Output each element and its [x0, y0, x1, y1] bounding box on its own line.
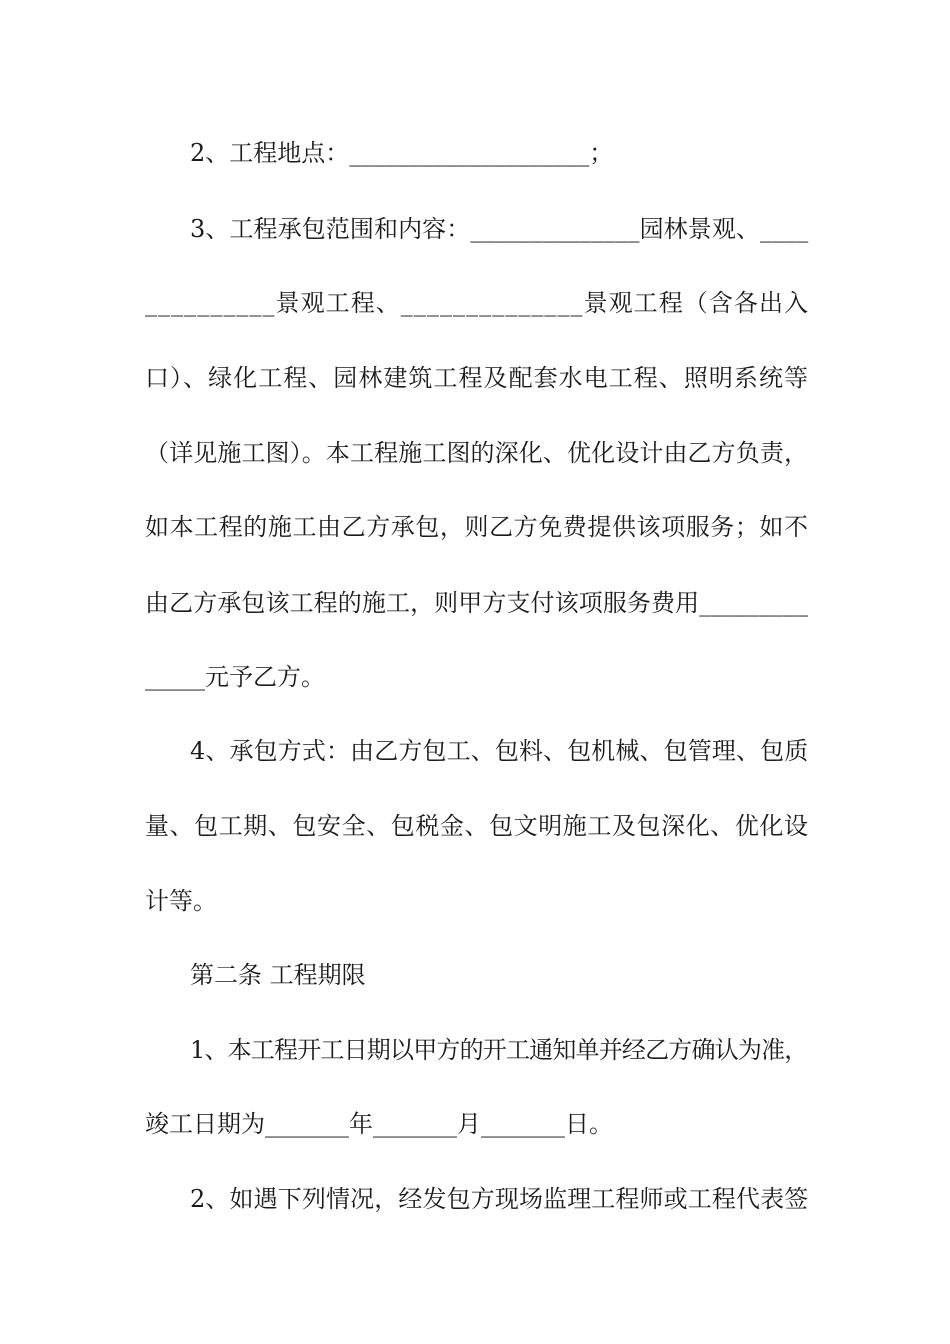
section-heading-project-period: 第二条 工程期限 [190, 961, 366, 989]
paragraph-start-date-line-2: 竣工日期为_______年_______月_______日。 [145, 1110, 613, 1138]
paragraph-scope-line-4: （详见施工图）。本工程施工图的深化、优化设计由乙方负责， [145, 439, 809, 467]
paragraph-scope-line-1: 3、工程承包范围和内容：______________园林景观、____ [190, 215, 809, 243]
paragraph-contract-method-line-2: 量、包工期、包安全、包税金、包文明施工及包深化、优化设 [145, 812, 809, 840]
paragraph-start-date-line-1: 1、本工程开工日期以甲方的开工通知单并经乙方确认为准， [190, 1036, 808, 1064]
paragraph-scope-line-2: __________景观工程、______________景观工程（含各出入 [145, 289, 810, 317]
paragraph-scope-line-3: 口）、绿化工程、园林建筑工程及配套水电工程、照明系统等 [145, 364, 810, 392]
paragraph-scope-line-5: 如本工程的施工由乙方承包，则乙方免费提供该项服务；如不 [145, 513, 809, 541]
paragraph-project-location: 2、工程地点：____________________； [190, 139, 614, 167]
paragraph-scope-line-6: 由乙方承包该工程的施工，则甲方支付该项服务费用_________ [145, 589, 809, 617]
paragraph-contract-method-line-1: 4、承包方式：由乙方包工、包料、包机械、包管理、包质 [190, 737, 809, 765]
paragraph-exceptions-line-1: 2、如遇下列情况，经发包方现场监理工程师或工程代表签 [190, 1185, 809, 1213]
paragraph-scope-line-7: _____元予乙方。 [145, 663, 325, 691]
paragraph-contract-method-line-3: 计等。 [145, 887, 217, 915]
